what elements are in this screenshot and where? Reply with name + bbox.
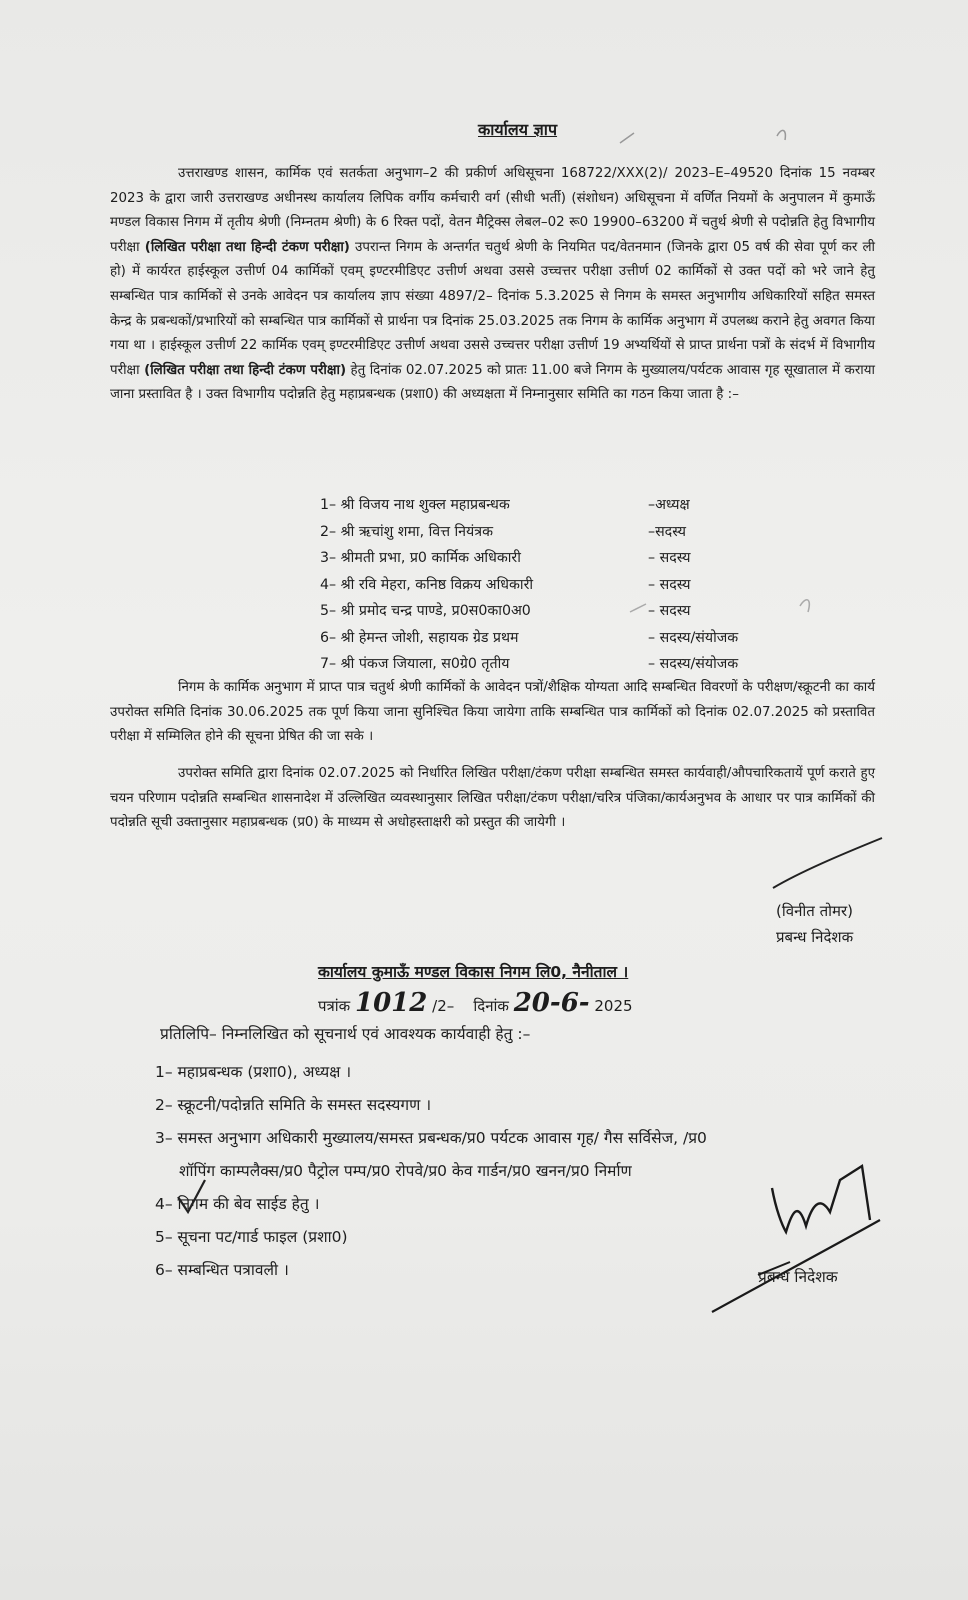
reference-date-label: दिनांक [473,997,509,1015]
copy-item: 3– समस्त अनुभाग अधिकारी मुख्यालय/समस्त प्रबन्धक/प्र0 पर्यटक आवास गृह/ गैस सर्विसेज, /प्र0 [155,1129,707,1147]
copy-item: 1– महाप्रबन्धक (प्रशा0), अध्यक्ष । [155,1063,352,1081]
signatory-name: (विनीत तोमर) [776,902,853,920]
member-role: – सदस्य [648,576,691,593]
member-role: –अध्यक्ष [648,497,690,513]
signature-stroke-2 [772,1166,870,1232]
check-mark [178,1180,205,1212]
paragraph-main-part: उत्तराखण्ड शासन, कार्मिक एवं सतर्कता अनुभाग–2 की प्रकीर्ण अधिसूचना 168722/XXX(2)/ 2023–E–49520 दिनांक 15 नवम्बर 2023 के द्वारा जारी उत्तराखण्ड अधीनस्थ कार्यालय लिपिक वर्गीय कर्मचारी वर्ग (सीधी भर्ती) (संशोधन) अधिसूचना में वर्णित नियमों के अनुपालन में कुमाऊँ मण्डल विकास निगम में तृतीय श्रेणी (निम्नतम श्रेणी) के 6 रिक्त पदों, वेतन मैट्रिक्स लेबल–02 रू0 19900–63200 में चतुर्थ श्रेणी से पदोन्नति हेतु विभागीय परीक्षा [110,166,875,255]
copy-item: 2– स्क्रूटनी/पदोन्नति समिति के समस्त सदस्यगण । [155,1096,432,1114]
member-role: – सदस्य/संयोजक [648,656,739,672]
copy-intro: प्रतिलिपि– निम्नलिखित को सूचनार्थ एवं आवश्यक कार्यवाही हेतु :– [160,1025,531,1043]
office-line: कार्यालय कुमाऊँ मण्डल विकास निगम लि0, नैनीताल । [318,963,629,981]
reference-date-handwritten: 20-6- [513,988,590,1018]
copy-item: 6– सम्बन्धित पत्रावली । [155,1261,289,1279]
reference-year: 2025 [594,997,633,1015]
signature-stroke-1 [773,838,882,888]
signatory-designation: प्रबन्ध निदेशक [776,928,854,946]
copy-item-continuation: शॉपिंग काम्पलैक्स/प्र0 पैट्रोल पम्प/प्र0 रोपवे/प्र0 केव गार्डन/प्र0 खनन/प्र0 निर्माण [179,1162,632,1180]
member-name: 6– श्री हेमन्त जोशी, सहायक ग्रेड प्रथम [320,629,519,646]
member-name: 1– श्री विजय नाथ शुक्ल महाप्रबन्धक [320,497,510,513]
member-name: 3– श्रीमती प्रभा, प्र0 कार्मिक अधिकारी [320,550,521,566]
signature-underline [712,1220,880,1312]
member-role: – सदस्य [648,550,691,566]
member-name: 4– श्री रवि मेहरा, कनिष्ठ विक्रय अधिकारी [320,576,534,593]
paragraph-scrutiny: निगम के कार्मिक अनुभाग में प्राप्त पात्र चतुर्थ श्रेणी कार्मिकों के आवेदन पत्रों/शैक्षिक योग्यता आदि सम्बन्धित विवरणों के परीक्षण/स्क्रूटनी का कार्य उपरोक्त समिति दिनांक 30.06.2025 तक पूर्ण किया जाना सुनिश्चित किया जायेगा ताकि सम्बन्धित पात्र कार्मिकों को दिनांक 02.07.2025 को प्रस्तावित परीक्षा में सम्मिलित होने की सूचना प्रेषित की जा सके । [110,680,875,745]
reference-number: 1012 [355,988,428,1018]
paragraph-main-part: हेतु दिनांक 02.07.2025 को प्रातः 11.00 बजे निगम के मुख्यालय/पर्यटक आवास गृह सूखाताल में कराया जाना प्रस्तावित है । उक्त विभागीय पदोन्नति हेतु महाप्रबन्धक (प्रशा0) की अध्यक्षता में निम्नानुसार समिति का गठन किया जाता है :– [110,362,875,403]
paragraph-main-bold: (लिखित परीक्षा तथा हिन्दी टंकण परीक्षा) [144,239,350,255]
signatory2-designation: प्रबन्ध निदेशक [758,1268,838,1286]
member-role: – सदस्य [648,603,691,619]
copy-item: 5– सूचना पट/गार्ड फाइल (प्रशा0) [155,1228,348,1246]
member-role: –सदस्य [648,523,686,540]
reference-suffix: /2– [432,997,455,1015]
copy-item: 4– निगम की बेव साईड हेतु । [155,1195,320,1213]
pen-mark [630,600,809,612]
member-role: – सदस्य/संयोजक [648,629,739,646]
member-name: 5– श्री प्रमोद चन्द्र पाण्डे, प्र0स0का0अ0 [320,603,531,619]
document-heading: कार्यालय ज्ञाप [478,120,558,139]
paragraph-main-bold: (लिखित परीक्षा तथा हिन्दी टंकण परीक्षा) [144,362,347,378]
pen-mark [620,130,785,143]
reference-label: पत्रांक [318,997,351,1015]
member-name: 2– श्री ऋचांशु शमा, वित्त नियंत्रक [320,523,494,540]
paragraph-main-part: उपरान्त निगम के अन्तर्गत चतुर्थ श्रेणी के नियमित पद/वेतनमान (जिनके द्वारा 05 वर्ष की सेवा पूर्ण कर ली हो) में कार्यरत हाईस्कूल उत्तीर्ण 04 कार्मिकों एवम् इण्टरमीडिएट उत्तीर्ण अथवा उससे उच्चत्तर परीक्षा उत्तीर्ण 02 कार्मिकों से उक्त पदों को भरे जाने हेतु सम्बन्धित पात्र कार्मिकों से उनके आवेदन पत्र कार्यालय ज्ञाप संख्या 4897/2– दिनांक 5.3.2025 से निगम के समस्त अनुभागीय अधिकारियों सहित समस्त केन्द्र के प्रबन्धकों/प्रभारियों को सम्बन्धित पात्र कार्मिकों से प्रार्थना पत्र दिनांक 25.03.2025 तक निगम के कार्मिक अनुभाग में उपलब्ध कराने हेतु अवगत किया गया था । हाईस्कूल उत्तीर्ण 22 कार्मिक एवम् इण्टरमीडिएट उत्तीर्ण अथवा उससे उच्चत्तर परीक्षा उत्तीर्ण 19 अभ्यर्थियों से प्राप्त प्रार्थना पत्रों के संदर्भ में विभागीय परीक्षा [110,239,875,378]
member-name: 7– श्री पंकज जियाला, स0ग्रे0 तृतीय [320,656,510,672]
paragraph-procedure: उपरोक्त समिति द्वारा दिनांक 02.07.2025 को निर्धारित लिखित परीक्षा/टंकण परीक्षा सम्बन्धित समस्त कार्यवाही/औपचारिकतायें पूर्ण कराते हुए चयन परिणाम पदोन्नति सम्बन्धित शासनादेश में उल्लिखित व्यवस्थानुसार लिखित परीक्षा/टंकण परीक्षा/चरित्र पंजिका/कार्यअनुभव के आधार पर पात्र कार्मिकों की पदोन्नति सूची उक्तानुसार महाप्रबन्धक (प्र0) के माध्यम से अधोहस्ताक्षरी को प्रस्तुत की जायेगी । [110,766,875,831]
